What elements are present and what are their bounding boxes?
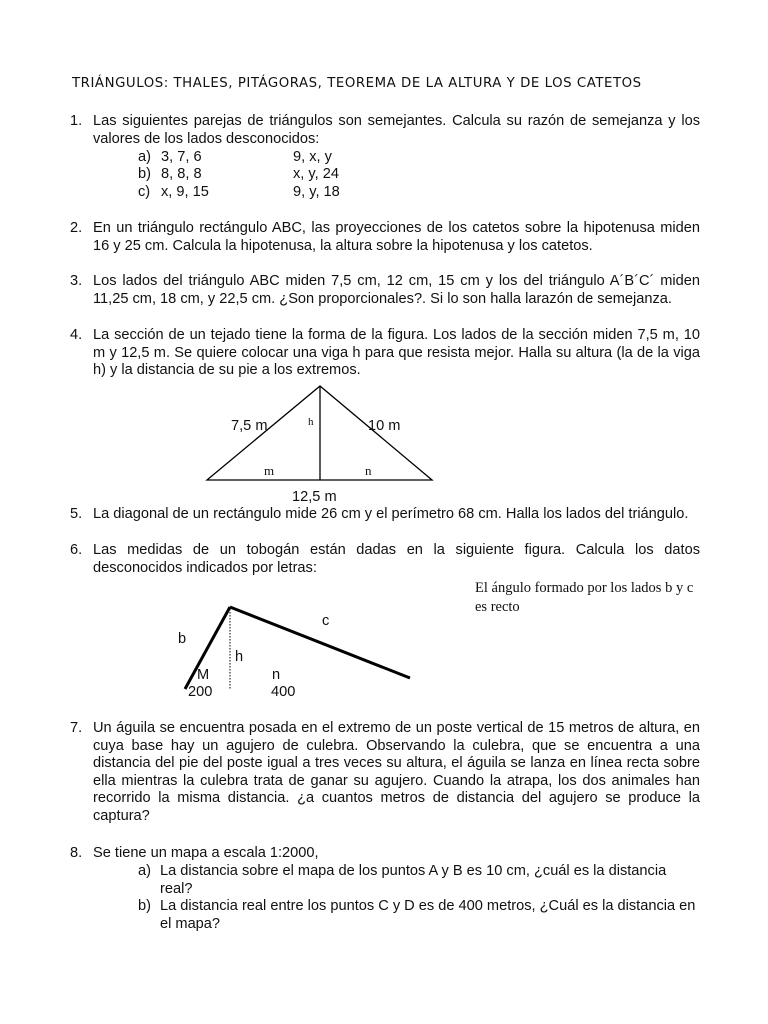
question-text: Las medidas de un tobogán están dadas en la siguiente figura. Calcula los datos desconocidos indicados por letras: bbox=[93, 542, 700, 576]
label-right-side: 10 m bbox=[368, 418, 401, 434]
question-text: La sección de un tejado tiene la forma de la figura. Los lados de la sección miden 7,5 m, 10 m y 12,5 m. Se quiere colocar una viga h para que resista mejor. Halla su altura (la de la viga h) y la distancia de su pie a los extremos. bbox=[93, 327, 700, 379]
question-text: En un triángulo rectángulo ABC, las proyecciones de los catetos sobre la hipotenusa miden 16 y 25 cm. Calcula la hipotenusa, la altura sobre la hipotenusa y los catetos. bbox=[93, 220, 700, 254]
label-400: 400 bbox=[271, 684, 296, 700]
sub-label: b) bbox=[138, 898, 151, 914]
label-200: 200 bbox=[188, 684, 213, 700]
option-left-triangle: 3, 7, 6 bbox=[161, 149, 202, 165]
side-c bbox=[230, 607, 410, 678]
question-number: 5. bbox=[70, 506, 83, 522]
sub-text: La distancia sobre el mapa de los puntos A y B es 10 cm, ¿cuál es la distancia real? bbox=[160, 863, 667, 897]
option-left-triangle: 8, 8, 8 bbox=[161, 166, 202, 182]
page-title: TRIÁNGULOS: THALES, PITÁGORAS, TEOREMA DE LA ALTURA Y DE LOS CATETOS bbox=[72, 76, 642, 91]
figure-6-note: El ángulo formado por los lados b y c es recto bbox=[475, 580, 694, 615]
question-number: 6. bbox=[70, 542, 83, 558]
label-n: n bbox=[362, 463, 375, 479]
option-label: b) bbox=[138, 166, 151, 182]
question-8-sub-a bbox=[138, 863, 698, 898]
label-b: b bbox=[178, 631, 187, 647]
question-text: Los lados del triángulo ABC miden 7,5 cm, 12 cm, 15 cm y los del triángulo A´B´C´ miden 11,25 cm, 18 cm, y 22,5 cm. ¿Son proporcionales?. Si lo son halla larazón de semejanza. bbox=[93, 273, 700, 307]
question-number: 2. bbox=[70, 220, 83, 236]
label-h: h bbox=[235, 649, 244, 665]
question-number: 1. bbox=[70, 113, 83, 129]
option-right-triangle: 9, x, y bbox=[293, 149, 332, 165]
question-number: 4. bbox=[70, 327, 83, 343]
option-right-triangle: 9, y, 18 bbox=[293, 184, 340, 200]
question-text: Un águila se encuentra posada en el extremo de un poste vertical de 15 metros de altura, en cuya base hay un agujero de culebra. Observando la culebra, que se encuentra a una distancia del pie del poste igual a tres veces su altura, el águila se lanza en línea recta sobre ella mientras la culebra trata de ganar su agujero. Cuando la atrapa, los dos animales han recorrido la misma distancia. ¿a cuantos metros de distancia del agujero se produce la captura? bbox=[93, 720, 700, 824]
question-number: 7. bbox=[70, 720, 83, 736]
label-height: h bbox=[308, 416, 314, 428]
question-number: 8. bbox=[70, 845, 83, 861]
question-text: Las siguientes parejas de triángulos son semejantes. Calcula su razón de semejanza y los valores de los lados desconocidos: bbox=[93, 113, 700, 147]
label-M: M bbox=[197, 667, 210, 683]
option-label: c) bbox=[138, 184, 151, 200]
option-right-triangle: x, y, 24 bbox=[293, 166, 339, 182]
sub-label: a) bbox=[138, 863, 151, 879]
label-n: n bbox=[272, 667, 281, 683]
question-8 bbox=[70, 845, 700, 863]
label-left-side: 7,5 m bbox=[231, 418, 268, 434]
option-left-triangle: x, 9, 15 bbox=[161, 184, 209, 200]
label-c: c bbox=[322, 613, 330, 629]
question-text: Se tiene un mapa a escala 1:2000, bbox=[93, 845, 319, 861]
option-label: a) bbox=[138, 149, 151, 165]
question-text: La diagonal de un rectángulo mide 26 cm y el perímetro 68 cm. Halla los lados del triángulo. bbox=[93, 506, 689, 522]
question-number: 3. bbox=[70, 273, 83, 289]
label-base: 12,5 m bbox=[292, 489, 337, 505]
question-8-sub-b bbox=[138, 898, 698, 933]
label-m: m bbox=[261, 463, 277, 479]
question-7 bbox=[70, 720, 700, 826]
sub-text: La distancia real entre los puntos C y D es de 400 metros, ¿Cuál es la distancia en el mapa? bbox=[160, 898, 696, 932]
